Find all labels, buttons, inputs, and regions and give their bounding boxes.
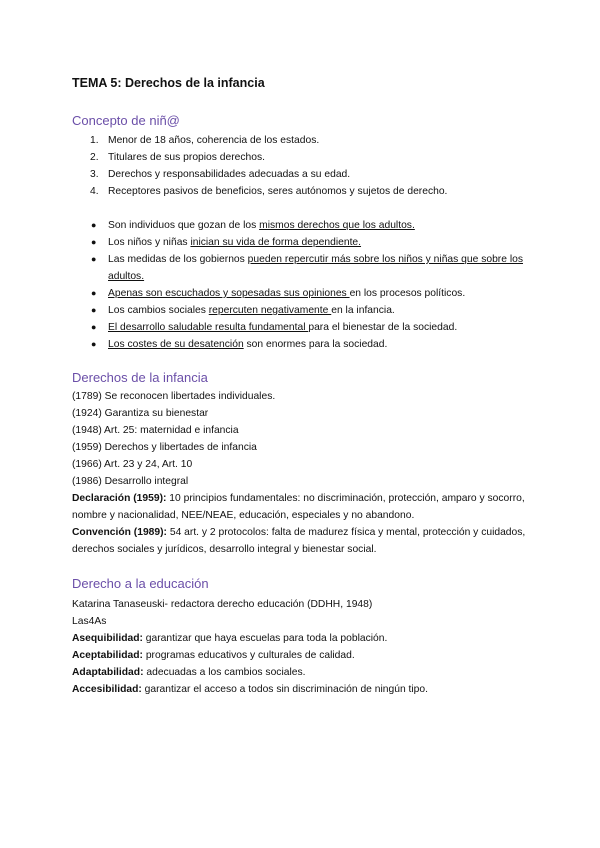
definition-line: Asequibilidad: garantizar que haya escuelas para toda la población. bbox=[72, 633, 388, 644]
timeline-line: (1924) Garantiza su bienestar bbox=[72, 408, 209, 419]
bullet-icon: ● bbox=[91, 322, 97, 332]
list-item: 1. Menor de 18 años, coherencia de los estados. bbox=[90, 135, 320, 146]
list-item: 4. Receptores pasivos de beneficios, seres autónomos y sujetos de derecho. bbox=[90, 186, 448, 197]
list-item: ● Las medidas de los gobiernos pueden repercutir más sobre los niños y niñas que sobre los adultos. bbox=[72, 251, 532, 285]
list-item: ● Los costes de su desatención son enormes para la sociedad. bbox=[72, 336, 532, 353]
document-title: TEMA 5: Derechos de la infancia bbox=[72, 76, 265, 90]
timeline-line: (1986) Desarrollo integral bbox=[72, 476, 189, 487]
derechos-block bbox=[72, 388, 532, 558]
list-item: ● Los niños y niñas inician su vida de forma dependiente. bbox=[72, 234, 532, 251]
educacion-block bbox=[72, 596, 532, 698]
list-item: 2. Titulares de sus propios derechos. bbox=[90, 152, 266, 163]
declaracion-paragraph: Declaración (1959): 10 principios fundamentales: no discriminación, protección, amparo y socorro, nombre y nacionalidad, NEE/NEAE, educación, especiales y no abandono. bbox=[72, 493, 525, 521]
convencion-paragraph: Convención (1989): 54 art. y 2 protocolos: falta de madurez física y mental, protección y cuidados, derechos sociales y jurídicos, desarrollo integral y bienestar social. bbox=[72, 527, 526, 555]
timeline-line: (1966) Art. 23 y 24, Art. 10 bbox=[72, 459, 193, 470]
author-line: Katarina Tanaseuski- redactora derecho educación (DDHH, 1948) bbox=[72, 599, 373, 610]
list-item: ● Son individuos que gozan de los mismos derechos que los adultos. bbox=[72, 217, 532, 234]
definition-line: Aceptabilidad: programas educativos y culturales de calidad. bbox=[72, 650, 355, 661]
timeline-line: (1959) Derechos y libertades de infancia bbox=[72, 442, 257, 453]
bullet-list bbox=[72, 217, 532, 353]
list-item: ● Apenas son escuchados y sopesadas sus opiniones en los procesos políticos. bbox=[72, 285, 532, 302]
list-item: ● El desarrollo saludable resulta fundamental para el bienestar de la sociedad. bbox=[72, 319, 532, 336]
bullet-icon: ● bbox=[91, 339, 97, 349]
timeline-line: (1948) Art. 25: maternidad e infancia bbox=[72, 425, 239, 436]
definition-line: Accesibilidad: garantizar el acceso a todos sin discriminación de ningún tipo. bbox=[72, 684, 428, 695]
bullet-icon: ● bbox=[91, 305, 97, 315]
definition-line: Adaptabilidad: adecuadas a los cambios sociales. bbox=[72, 667, 306, 678]
bullet-icon: ● bbox=[91, 254, 97, 264]
bullet-icon: ● bbox=[91, 237, 97, 247]
las4as-line: Las4As bbox=[72, 616, 107, 627]
heading-concepto: Concepto de niñ@ bbox=[72, 113, 180, 128]
bullet-icon: ● bbox=[91, 288, 97, 298]
heading-educacion: Derecho a la educación bbox=[72, 576, 209, 591]
heading-derechos: Derechos de la infancia bbox=[72, 370, 208, 385]
list-item: 3. Derechos y responsabilidades adecuadas a su edad. bbox=[90, 169, 351, 180]
bullet-icon: ● bbox=[91, 220, 97, 230]
timeline-line: (1789) Se reconocen libertades individuales. bbox=[72, 391, 276, 402]
numbered-list bbox=[72, 132, 532, 200]
list-item: ● Los cambios sociales repercuten negativamente en la infancia. bbox=[72, 302, 532, 319]
